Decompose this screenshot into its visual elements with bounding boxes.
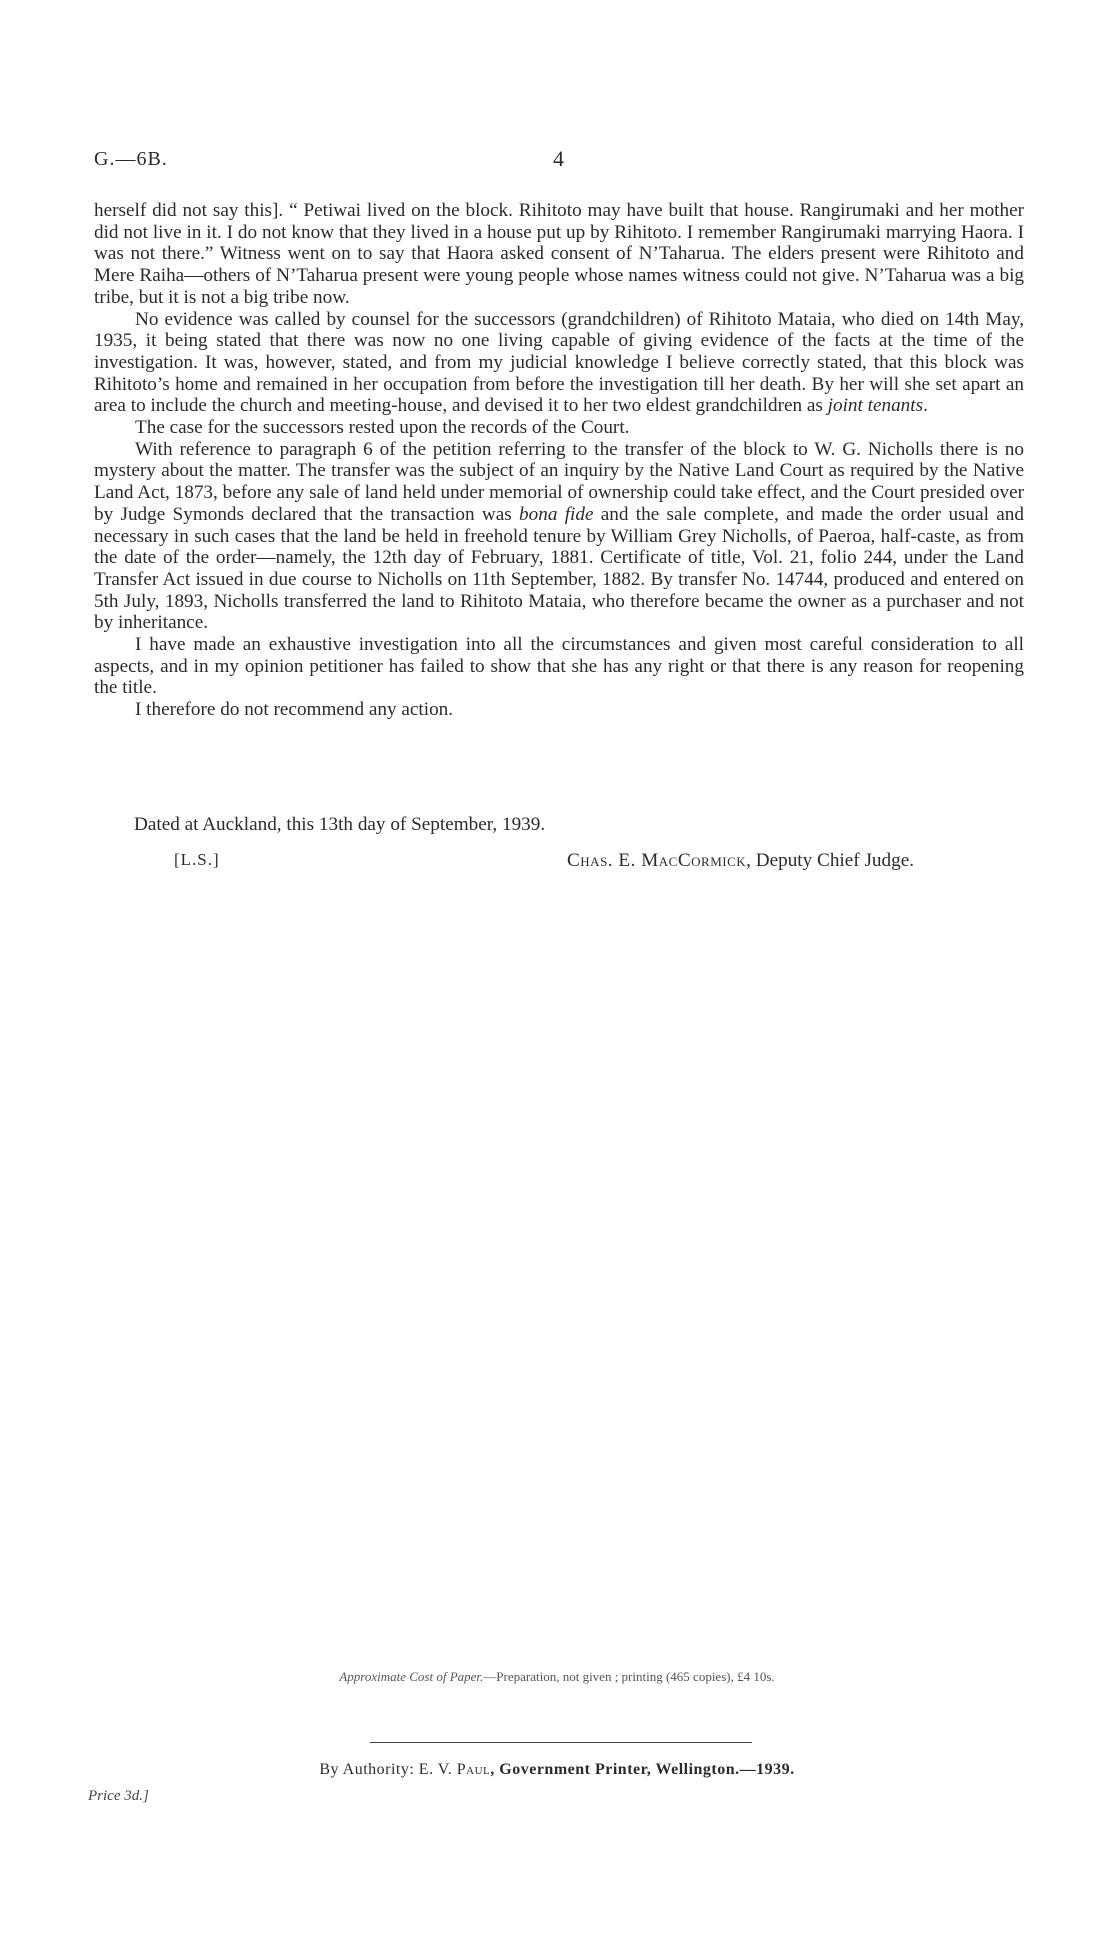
signature-line <box>567 850 914 872</box>
body-text <box>94 200 1024 721</box>
body-paragraph <box>94 634 1024 699</box>
body-paragraph <box>94 439 1024 634</box>
printer-details: , Government Printer, Wellington.—1939. <box>490 1761 795 1778</box>
printer-name: E. V. Paul <box>418 1761 491 1778</box>
paragraph-text: With reference to paragraph 6 of the petition referring to the transfer of the block to W. G. Nicholls there is no mystery about the matter. The transfer was the subject of an inquiry by the Native Land Court as required by the Native Land Act, 1873, before any sale of land held under memorial of ownership could take effect, and the Court presided over by Judge Symonds declared that the transaction was <box>94 438 1024 525</box>
cost-note-text: —Preparation, not given ; printing (465 copies), £4 10s. <box>483 1669 775 1684</box>
price-label: Price 3d.] <box>88 1788 149 1804</box>
printer-imprint <box>0 1761 1114 1779</box>
paragraph-text: The case for the successors rested upon the records of the Court. <box>135 417 630 439</box>
cost-note-label: Approximate Cost of Paper. <box>339 1669 484 1684</box>
seal-mark: [L.S.] <box>174 850 220 869</box>
body-paragraph <box>94 417 1024 439</box>
italic-phrase: joint tenants <box>827 395 924 417</box>
page-number: 4 <box>553 146 564 171</box>
paragraph-text: herself did not say this]. “ Petiwai lived on the block. Rihitoto may have built that house. Rangirumaki and her mother did not live in it. I do not know that they lived in a house put up by Rihitoto. I remember Rangirumaki marrying Haora. I was not there.” Witness went on to say that Haora asked consent of N’Taharua. The elders present were Rihitoto and Mere Raiha—others of N’Taharua present were young people whose names witness could not give. N’Taharua was a big tribe, but it is not a big tribe now. <box>94 200 1024 308</box>
divider <box>370 1742 752 1743</box>
body-paragraph <box>94 200 1024 309</box>
paragraph-text: I have made an exhaustive investigation into all the circumstances and given most careful consideration to all aspects, and in my opinion petitioner has failed to show that she has any right or that there is any reason for reopening the title. <box>94 634 1024 699</box>
cost-note <box>0 1669 1114 1685</box>
paragraph-text: . <box>923 395 928 417</box>
body-paragraph <box>94 309 1024 418</box>
paragraph-text: I therefore do not recommend any action. <box>135 699 454 721</box>
document-reference: G.—6B. <box>94 148 168 170</box>
paragraph-text: and the sale complete, and made the order usual and necessary in such cases that the land be held in freehold tenure by William Grey Nicholls, of Paeroa, half-caste, as from the date of the order—namely, the 12th day of February, 1881. Certificate of title, Vol. 21, folio 244, under the Land Transfer Act issued in due course to Nicholls on 11th September, 1882. By transfer No. 14744, produced and entered on 5th July, 1893, Nicholls transferred the land to Rihitoto Mataia, who therefore became the owner as a purchaser and not by inheritance. <box>94 503 1024 634</box>
paragraph-text: No evidence was called by counsel for the successors (grandchildren) of Rihitoto Mataia, who died on 14th May, 1935, it being stated that there was now no one living capable of giving evidence of the facts at the time of the investigation. It was, however, stated, and from my judicial knowledge I believe correctly stated, that this block was Rihitoto’s home and remained in her occupation from before the investigation till her death. By her will she set apart an area to include the church and meeting-house, and devised it to her two eldest grandchildren as <box>94 308 1024 417</box>
body-paragraph <box>94 699 1024 721</box>
authority-prefix: By Authority: <box>319 1761 415 1778</box>
signatory-name: Chas. E. MacCormick <box>567 850 747 871</box>
italic-phrase: bona fide <box>519 503 594 525</box>
dated-line: Dated at Auckland, this 13th day of September, 1939. <box>134 814 546 835</box>
signatory-title: , Deputy Chief Judge. <box>746 850 915 871</box>
